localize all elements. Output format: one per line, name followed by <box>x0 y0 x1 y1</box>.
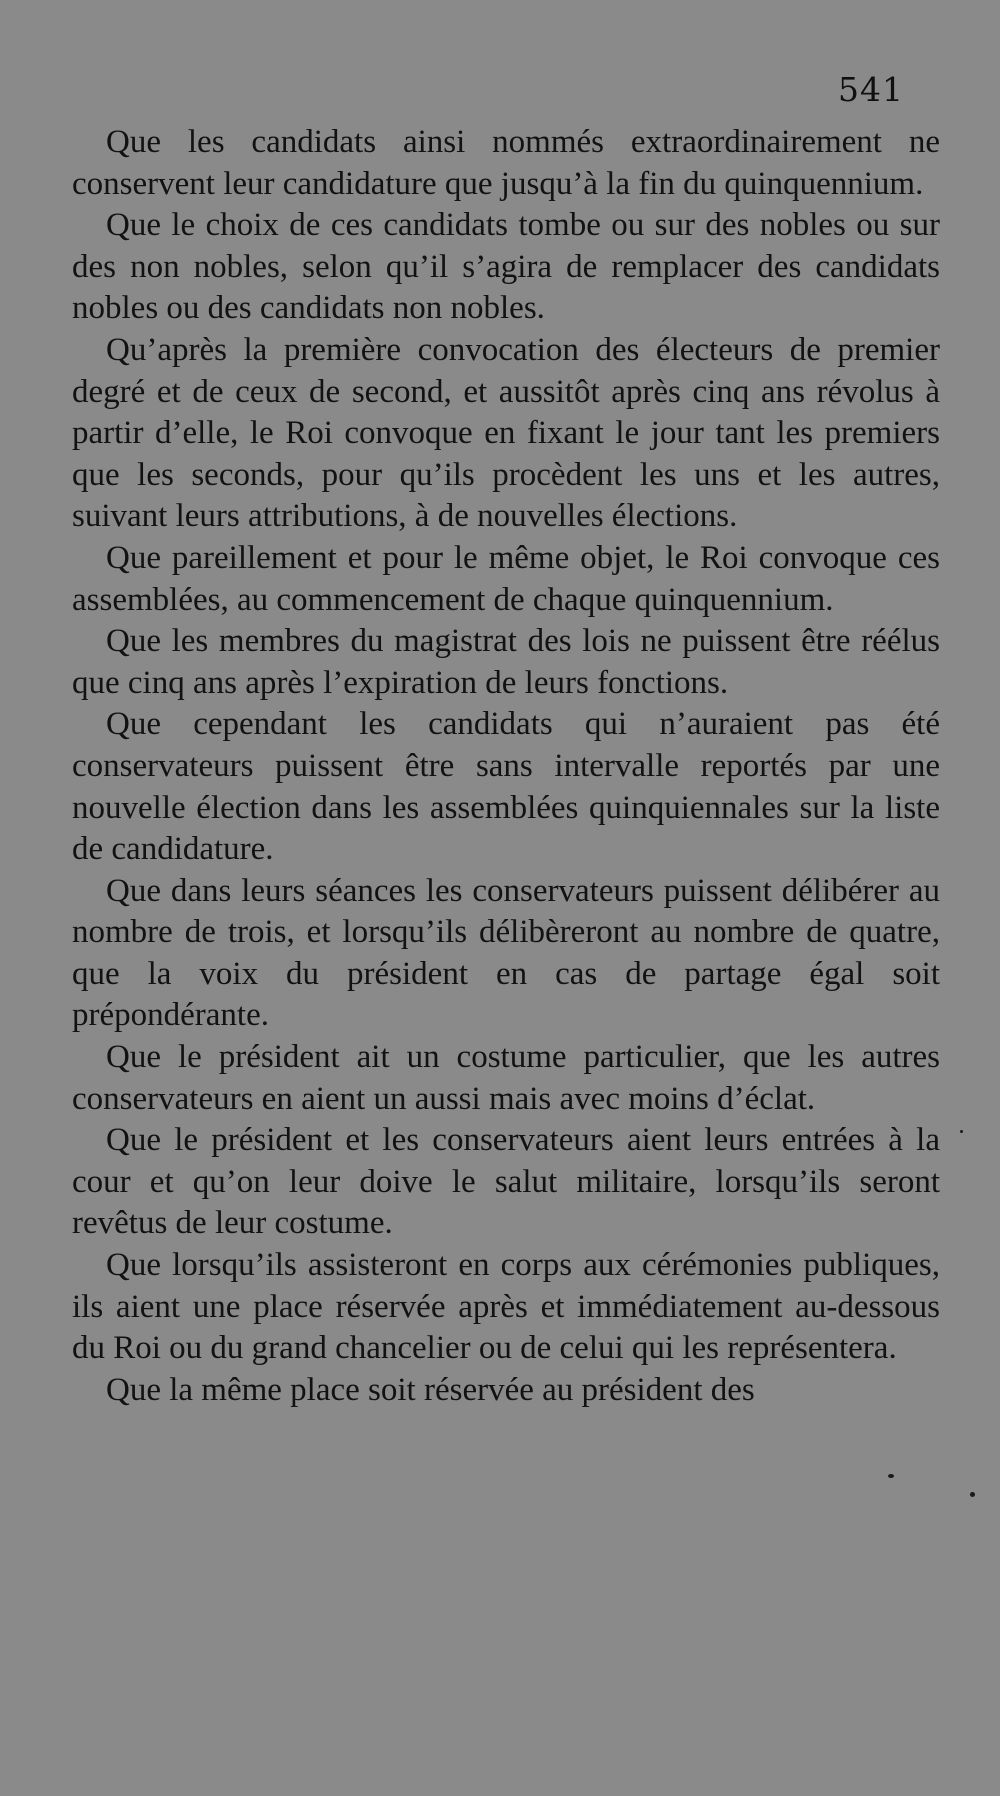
paragraph-6: Que cependant les candidats qui n’auraient pas été conservateurs puissent être sans intervalle reportés par une nouvelle élection dans les assemblées quinquiennales sur la liste de candidature. <box>72 706 940 868</box>
paragraph-5: Que les membres du magistrat des lois ne puissent être réélus que cinq ans après l’expiration de leurs fonctions. <box>72 623 940 701</box>
paragraph-1: Que les candidats ainsi nommés extraordinairement ne conservent leur candidature que jusqu’à la fin du quinquennium. <box>72 124 940 202</box>
paragraph-4: Que pareillement et pour le même objet, le Roi convoque ces assemblées, au commencement de chaque quinquennium. <box>72 539 940 618</box>
paragraph-8: Que le président ait un costume particulier, que les autres conservateurs en aient un aussi mais avec moins d’éclat. <box>72 1039 940 1117</box>
page-number: 541 <box>838 70 904 109</box>
paragraph-9: Que le président et les conservateurs aient leurs entrées à la cour et qu’on leur doive le salut militaire, lorsqu’ils seront revêtus de leur costume. <box>72 1122 940 1242</box>
body-text <box>72 122 940 1411</box>
paragraph-11: Que la même place soit réservée au président des <box>106 1371 755 1408</box>
paragraph-10: Que lorsqu’ils assisteront en corps aux cérémonies publiques, ils aient une place réservée après et immédiatement au-dessous du Roi ou du grand chancelier ou de celui qui les représentera. <box>72 1247 940 1367</box>
paragraph-7: Que dans leurs séances les conservateurs puissent délibérer au nombre de trois, et lorsqu’ils délibèreront au nombre de quatre, que la voix du président en cas de partage égal soit prépondérante. <box>72 872 940 1034</box>
paragraph-3: Qu’après la première convocation des électeurs de premier degré et de ceux de second, et aussitôt après cinq ans révolus à partir d’elle, le Roi convoque en fixant le jour tant les premiers que les seconds, pour qu’ils procèdent les uns et les autres, suivant leurs attributions, à de nouvelles élections. <box>72 331 940 535</box>
scan-speck <box>888 1474 894 1478</box>
scan-speck <box>970 1492 975 1497</box>
scan-speck <box>960 1130 963 1133</box>
paragraph-2: Que le choix de ces candidats tombe ou sur des nobles ou sur des non nobles, selon qu’il s’agira de remplacer des candidats nobles ou des candidats non nobles. <box>72 207 940 327</box>
